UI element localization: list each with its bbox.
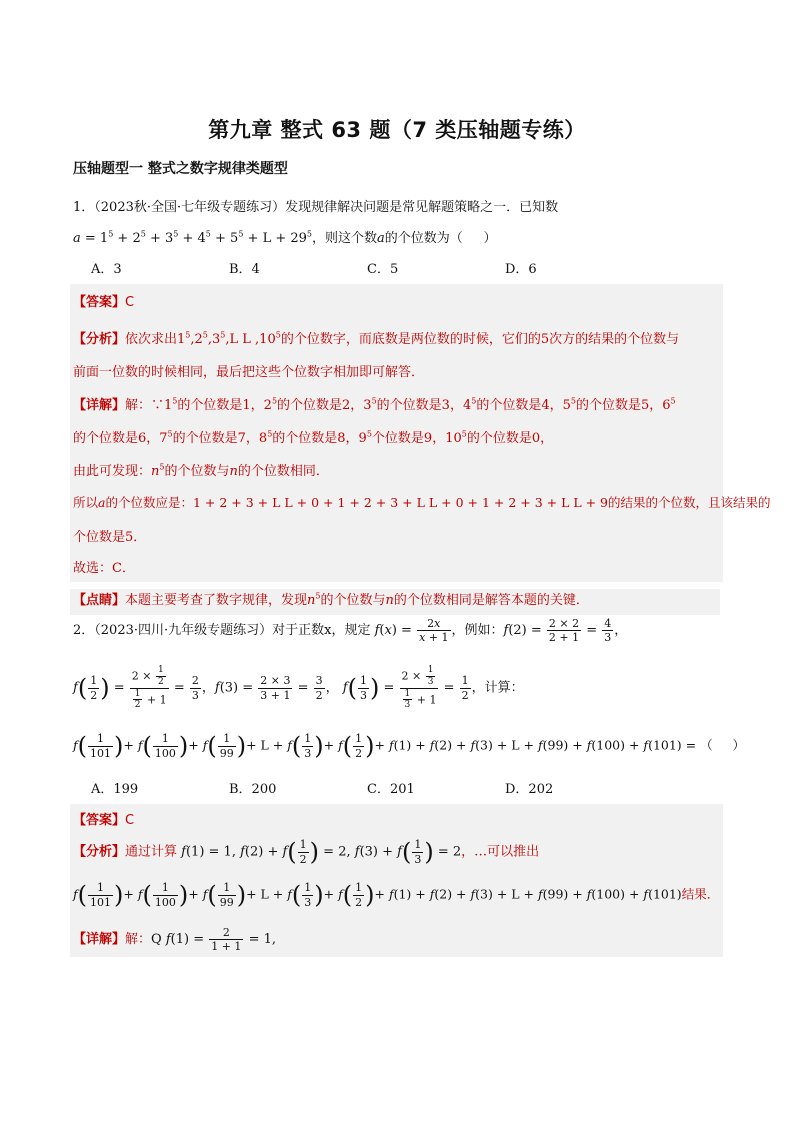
q2-analysis-line1: 【分析】通过计算 f(1) = 1, f(2) + f( $\frac{1}{2}$ ) = 2, f(3) + f( $\frac{1}{3}$ ) = 2，…可以推出 xyxy=(73,838,540,866)
q1-analysis-line1: 【分析】依次求出$1^5,2^5,3^5,L$ L $,10^5$的个位数字，而底数是两位数的时候，它们的5次方的结果的个位数与 xyxy=(73,330,680,347)
q1-stem-line2: $a = 1^5 + 2^5 + 3^5 + 4^5 + 5^5 + L + 29^5$，则这个数a的个位数为（ ） xyxy=(73,229,497,246)
page-title: 第九章 整式 63 题（7 类压轴题专练） xyxy=(208,118,586,142)
q1-answer xyxy=(73,291,134,310)
q1-answer-label: 【答案】 xyxy=(73,295,126,310)
q1-options xyxy=(73,258,723,277)
q1-detail-line2: 的个位数是6，$7^5$的个位数是7，$8^5$的个位数是8，$9^5$个位数是9，$10^5$的个位数是0， xyxy=(73,429,554,446)
q2-answer: 【答案】C xyxy=(73,813,135,828)
q1-detail-line1: 【详解】解：$\because 1^5$的个位数是1，$2^5$的个位数是2，$3^5$的个位数是3，$4^5$的个位数是4，$5^5$的个位数是5，$6^5$ xyxy=(73,396,676,413)
q1-analysis-line2: 前面一位数的时候相同，最后把这些个位数字相加即可解答． xyxy=(73,365,425,380)
q2-analysis-line2: f( $\frac{1}{101}$ )+ f( $\frac{1}{100}$ )+ f( $\frac{1}{99}$ )+ L + f( $\frac{1}{3}$ )+ f( $\frac{1}{2}$ )+ f(1) + f(2) + f(3) + L + f(99) + f(100) + f(101)结果． xyxy=(73,881,720,909)
q2-option-b: B．200 xyxy=(229,782,277,797)
q1-detail-line5: 个位数是5． xyxy=(73,530,147,545)
q1-option-a: A．3 xyxy=(91,262,122,277)
q1-answer-value: C xyxy=(125,295,135,310)
q2-stem-line2: f( $\frac{1}{2}$ ) = 2 × $\frac{1}{2}$ $\frac{1}{2}$ + 1 = $\frac{2}{3}$ ，f(3) = $\frac{2 \times 3}{3 + 1}$ = $\frac{3}{2}$ ， f( $\frac{1}{3}$ ) = 2 × $\frac{1}{3}$ $\frac{1}{3}$ + 1 = $\frac{1}{2}$ ，计算： xyxy=(73,665,524,711)
q1-option-c: C．5 xyxy=(367,262,399,277)
q2-stem-line3: f( $\frac{1}{101}$ )+ f( $\frac{1}{100}$ )+ f( $\frac{1}{99}$ )+ L + f( $\frac{1}{3}$ )+ f( $\frac{1}{2}$ )+ f(1) + f(2) + f(3) + L + f(99) + f(100) + f(101) = （ ） xyxy=(73,732,745,760)
q1-detail-line6: 故选：C． xyxy=(73,561,135,576)
q1-comment: 【点睛】本题主要考查了数字规律，发现$n^5$的个位数与n的个位数相同是解答本题的关键． xyxy=(70,589,720,615)
q2-detail-line1: 【详解】解：Q f(1) = $\frac{2}{1 + 1}$ = 1, xyxy=(73,926,276,954)
q2-option-c: C．201 xyxy=(367,782,415,797)
q1-detail-line3: 由此可发现：$n^5$的个位数与n的个位数相同． xyxy=(73,462,329,479)
q1-option-b: B．4 xyxy=(229,262,260,277)
q2-stem-line1: 2．（2023·四川·九年级专题练习）对于正数x，规定 f(x) = $\frac{2x}{x + 1}$ ，例如：f(2) = $\frac{2 \times 2}{2 + 1}$ = $\frac{4}{3}$ ， xyxy=(73,617,628,645)
q2-options xyxy=(73,778,723,797)
q1-option-d: D．6 xyxy=(505,262,537,277)
q1-stem-line1: 1．（2023秋·全国·七年级专题练习）发现规律解决问题是常见解题策略之一．已知数 xyxy=(73,200,559,215)
section-title: 压轴题型一 整式之数字规律类题型 xyxy=(73,161,288,177)
q2-option-a: A．199 xyxy=(91,782,139,797)
q1-detail-line4: 所以a的个位数应是：1 + 2 + 3 + L L + 0 + 1 + 2 + 3 + L L + 0 + 1 + 2 + 3 + L L + 9的结果的个位数，且该结果的 xyxy=(73,495,771,510)
q2-option-d: D．202 xyxy=(505,782,554,797)
